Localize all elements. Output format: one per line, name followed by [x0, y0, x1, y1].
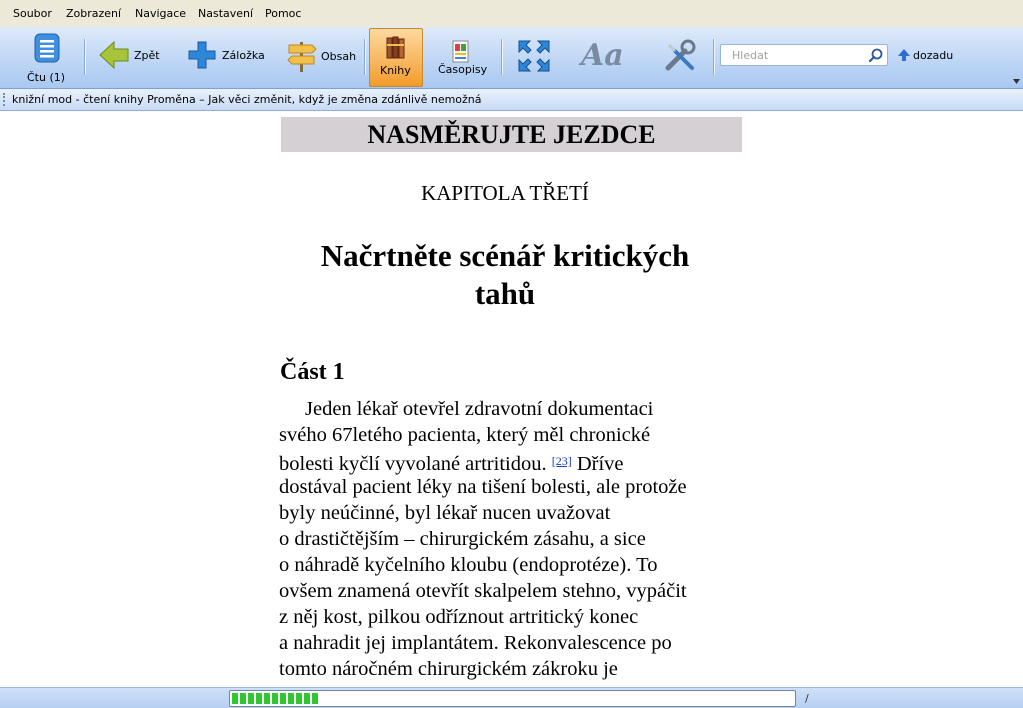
grip-handle	[3, 93, 7, 106]
menu-zobrazeni[interactable]: Zobrazení	[66, 7, 122, 20]
search-placeholder: Hledat	[732, 49, 769, 62]
status-bar	[0, 687, 1023, 708]
reading-progress-bar	[229, 690, 796, 707]
chapter-heading: KAPITOLA TŘETÍ	[421, 181, 589, 205]
tools-icon[interactable]	[663, 39, 697, 73]
chapter-title-line: tahů	[474, 276, 536, 311]
text-segment: Dříve	[576, 453, 624, 475]
fullscreen-icon[interactable]	[517, 39, 551, 73]
text-line: tomto náročném chirurgickém zákroku je	[279, 658, 618, 680]
text-segment: bolesti kyčlí vyvolané artritidou.	[279, 453, 547, 475]
menu-bar	[0, 0, 1023, 28]
reading-button[interactable]	[26, 31, 68, 83]
text-line: byly neúčinné, byl lékař nucen uvažovat	[279, 502, 611, 524]
reading-page	[0, 111, 1023, 687]
magazines-label: Časopisy	[438, 63, 488, 76]
back-up-label: dozadu	[913, 49, 954, 62]
font-settings-button[interactable]: Aa	[581, 38, 624, 73]
separator	[84, 39, 86, 75]
chapter-title	[280, 237, 730, 313]
chapter-title-line: Načrtněte scénář kritických	[320, 238, 690, 273]
plus-icon	[188, 41, 216, 69]
reading-label: Čtu (1)	[27, 71, 66, 84]
text-line: Jeden lékař otevřel zdravotní dokumentaci	[305, 398, 654, 420]
magazines-button[interactable]	[434, 37, 486, 77]
signpost-icon	[286, 39, 318, 73]
magazine-icon	[450, 40, 470, 64]
back-button[interactable]	[97, 39, 159, 73]
mode-text: knižní mod - čtení knihy Proměna – Jak věci změnit, když je změna zdánlivě nemožná	[12, 93, 482, 106]
back-up-button[interactable]	[897, 47, 957, 65]
text-line: ovšem znamená otevřít skalpelem stehno, vypáčit	[279, 580, 687, 602]
list-icon	[34, 33, 60, 63]
arrow-up-icon	[897, 48, 911, 62]
footnote-link[interactable]: [23]	[551, 454, 572, 468]
mode-bar	[0, 89, 1023, 111]
text-line	[279, 448, 749, 474]
separator	[713, 39, 715, 75]
part-heading: Část 1	[280, 359, 345, 385]
arrow-left-icon	[98, 40, 130, 70]
contents-button[interactable]	[285, 38, 355, 74]
body-text	[279, 396, 749, 682]
text-line: svého 67letého pacienta, který měl chronické	[279, 424, 651, 446]
text-line: o drastičtějším – chirurgickém zásahu, a sice	[279, 528, 646, 550]
contents-label: Obsah	[321, 50, 357, 63]
toolbar	[0, 27, 1023, 89]
book-header: NASMĚRUJTE JEZDCE	[281, 117, 742, 152]
books-label: Knihy	[380, 64, 411, 77]
status-separator: /	[805, 692, 809, 705]
toolbar-overflow-icon[interactable]	[1013, 78, 1020, 85]
text-line: dostával pacient léky na tišení bolesti, ale protože	[279, 476, 687, 498]
menu-pomoc[interactable]: Pomoc	[265, 7, 302, 20]
separator	[364, 39, 366, 75]
menu-navigace[interactable]: Navigace	[135, 7, 187, 20]
text-line: a nahradit jej implantátem. Rekonvalescence po	[279, 632, 672, 654]
menu-soubor[interactable]: Soubor	[13, 7, 52, 20]
bookmark-button[interactable]	[187, 39, 265, 73]
search-icon[interactable]	[869, 48, 883, 62]
text-line: z něj kost, pilkou odříznout artritický konec	[279, 606, 639, 628]
back-label: Zpět	[134, 49, 160, 62]
bookmark-label: Záložka	[222, 49, 265, 62]
separator	[501, 39, 503, 75]
progress-fill	[232, 693, 319, 704]
menu-nastaveni[interactable]: Nastavení	[198, 7, 254, 20]
books-icon	[386, 36, 406, 60]
text-line: o náhradě kyčelního kloubu (endoprotéze). To	[279, 554, 658, 576]
search-input[interactable]	[720, 44, 888, 66]
books-button[interactable]	[369, 28, 423, 87]
